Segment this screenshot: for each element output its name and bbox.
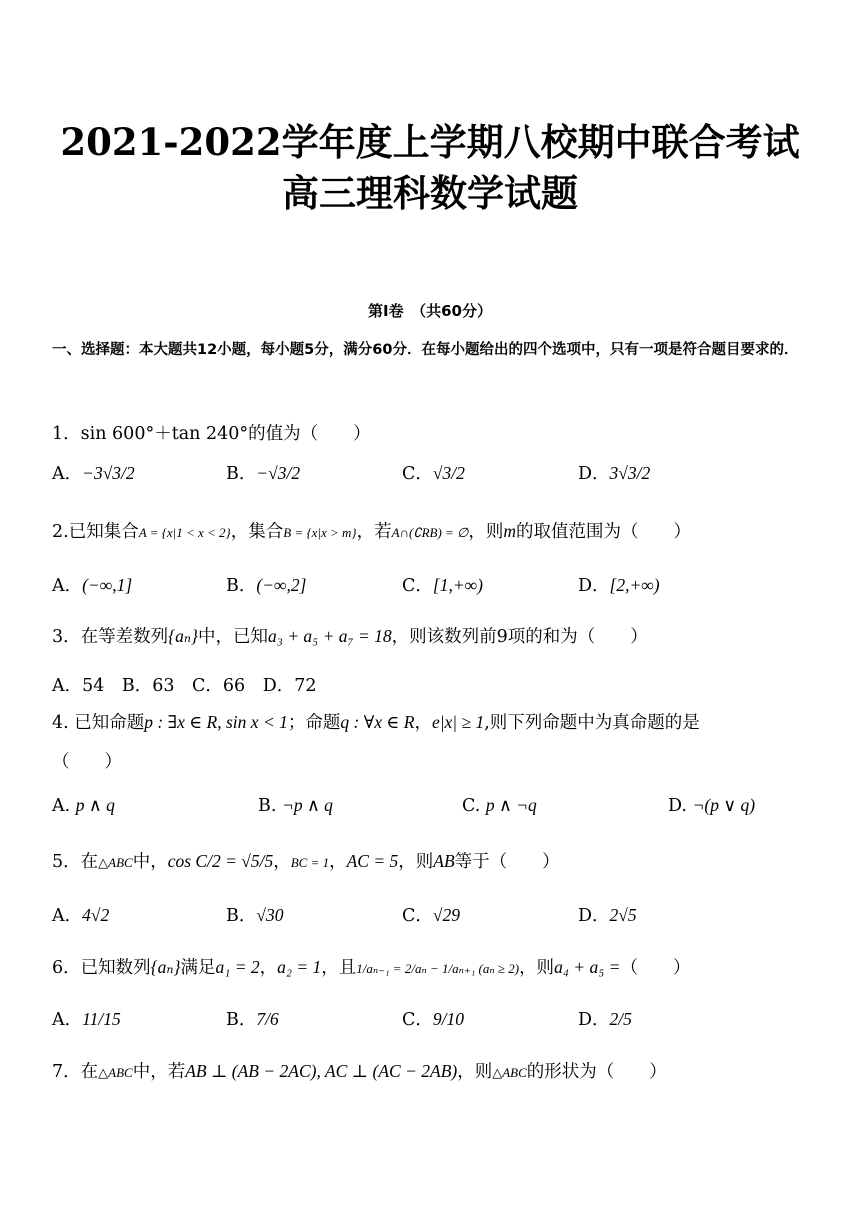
q1-option-c: C．√3/2 [402, 463, 465, 484]
q5-stem: 5．在△ABC中，cos C/2 = √5/5，BC = 1，AC = 5，则AB等于（ ） [52, 851, 560, 872]
q1-option-b: B．−√3/2 [226, 463, 301, 484]
q7-stem: 7．在△ABC中，若AB ⊥ (AB − 2AC), AC ⊥ (AC − 2AB)，则△ABC的形状为（ ） [52, 1061, 667, 1082]
exam-title-line2: 高三理科数学试题 [282, 171, 578, 215]
section-label: 第Ⅰ卷 （共60分） [368, 302, 492, 320]
q5-option-b: B．√30 [226, 905, 284, 926]
q3-stem: 3．在等差数列{aₙ}中，已知a₃ + a₅ + a₇ = 18，则该数列前9项的和为（ ） [52, 626, 648, 647]
q2-option-c: C．[1,+∞) [402, 575, 483, 596]
instructions: 一、选择题：本大题共12小题，每小题5分，满分60分．在每小题给出的四个选项中，只有一项是符合题目要求的． [52, 342, 799, 358]
q5-option-d: D．2√5 [578, 905, 637, 926]
q1-option-a: A．−3√3/2 [52, 463, 135, 484]
q6-stem: 6．已知数列{aₙ}满足a₁ = 2，a₂ = 1，且1/aₙ₋₁ = 2/aₙ − 1/aₙ₊₁ (aₙ ≥ 2)，则a₄ + a₅ =（ ） [52, 957, 691, 978]
q5-option-c: C．√29 [402, 905, 460, 926]
q6-option-a: A．11/15 [52, 1009, 121, 1030]
q4-option-c: C. p ∧ ¬q [462, 795, 537, 816]
q2-option-d: D．[2,+∞) [578, 575, 660, 596]
q4-option-b: B. ¬p ∧ q [258, 795, 333, 816]
q4-option-a: A. p ∧ q [52, 795, 115, 816]
q6-option-c: C．9/10 [402, 1009, 465, 1030]
q1-option-d: D．3√3/2 [578, 463, 651, 484]
q2-stem: 2.已知集合A = {x|1 < x < 2}，集合B = {x|x > m}，若A∩(∁RB) = ∅，则m的取值范围为（ ） [52, 521, 692, 542]
q6-option-b: B．7/6 [226, 1009, 279, 1030]
q2-option-a: A．(−∞,1] [52, 575, 133, 596]
q5-option-a: A．4√2 [52, 905, 110, 926]
q3-options: A．54 B．63 C．66 D．72 [52, 676, 317, 696]
q4-option-d: D. ¬(p ∨ q) [668, 795, 756, 816]
exam-title-line1: 2021-2022学年度上学期八校期中联合考试 [60, 120, 800, 164]
q4-stem: 4. 已知命题p : ∃x ∈ R, sin x < 1；命题q : ∀x ∈ R，e|x| ≥ 1,则下列命题中为真命题的是 [52, 712, 700, 733]
q4-stem-cont: （ ） [52, 752, 122, 772]
q2-option-b: B．(−∞,2] [226, 575, 307, 596]
q1-stem: 1．sin 600°＋tan 240°的值为（ ） [52, 424, 371, 444]
q6-option-d: D．2/5 [578, 1009, 632, 1030]
